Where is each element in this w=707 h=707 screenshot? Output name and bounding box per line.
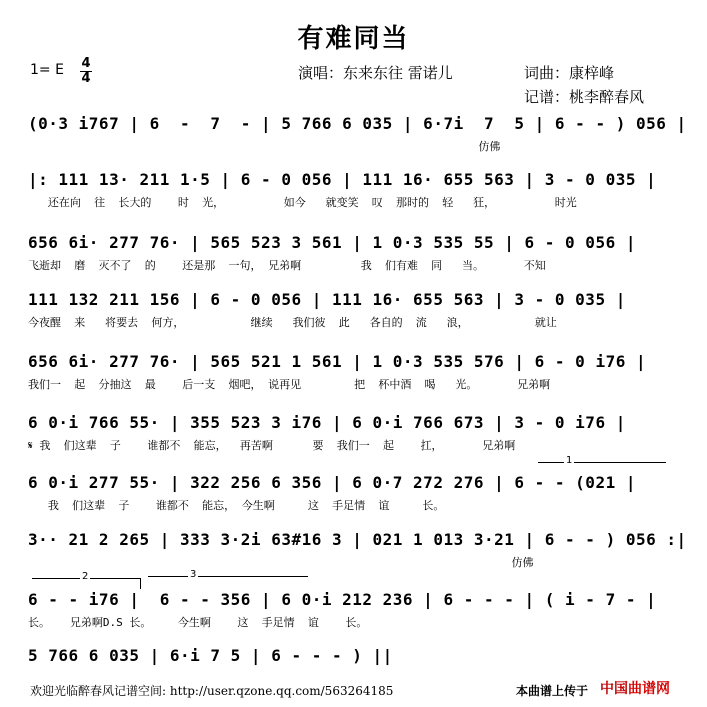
notes: 111 132 211 156 | 6 - 0 056 | 111 16· 655 563 | 3 - 0 035 | bbox=[28, 290, 626, 309]
score-line-4 bbox=[28, 290, 674, 336]
score-line-3 bbox=[28, 233, 674, 279]
page-title: 有难同当 bbox=[297, 24, 410, 54]
notes: 6 - - i76 | 6 - - 356 | 6 0·i 212 236 | 6 - - - | ( i - 7 - | bbox=[28, 590, 657, 609]
lyrics: 今夜醒 来 将要去 何方， 继续 我们彼 此 各自的 流 浪， 就让 bbox=[28, 316, 557, 329]
score-line-2 bbox=[28, 170, 674, 216]
lyrics: 还在向 往 长大的 时 光， 如今 就变笑 叹 那时的 轻 狂， 时光 bbox=[28, 196, 577, 209]
site-logo bbox=[600, 678, 700, 700]
composer-credit: 词曲：康梓峰 bbox=[524, 64, 615, 82]
score-line-10 bbox=[28, 646, 674, 670]
third-ending-number: 3 bbox=[190, 569, 197, 580]
time-signature bbox=[80, 58, 92, 85]
time-signature-top: 4 bbox=[81, 56, 91, 71]
logo-text-a: 中国 bbox=[600, 681, 628, 697]
notes: 3·· 21 2 265 | 333 3·2i 63#16 3 | 021 1 013 3·21 | 6 - - ) 056 :| bbox=[28, 530, 687, 549]
transcriber-credit: 记谱：桃李醉春风 bbox=[524, 88, 645, 106]
lyrics: 𝄋 我 们这辈 子 谁都不 能忘， 再苦啊 要 我们一 起 扛， 兄弟啊 bbox=[28, 439, 516, 452]
notes: 6 0·i 766 55· | 355 523 3 i76 | 6 0·i 766 673 | 3 - 0 i76 | bbox=[28, 413, 626, 432]
lyrics: 飞逝却 磨 灭不了 的 还是那 一句， 兄弟啊 我 们有难 同 当。 不知 bbox=[28, 259, 546, 272]
time-signature-bottom: 4 bbox=[81, 71, 91, 86]
second-ending-bracket bbox=[32, 571, 141, 589]
notes: |: 111 13· 211 1·5 | 6 - 0 056 | 111 16· 655 563 | 3 - 0 035 | bbox=[28, 170, 657, 189]
logo-text-b: 曲谱网 bbox=[628, 681, 670, 697]
lyrics: 长。 兄弟啊D.S 长。 今生啊 这 手足情 谊 长。 bbox=[28, 616, 368, 629]
second-ending-number: 2 bbox=[82, 571, 89, 582]
score-line-1 bbox=[28, 114, 687, 160]
score-line-9 bbox=[28, 590, 674, 636]
notes: 656 6i· 277 76· | 565 521 1 561 | 1 0·3 535 576 | 6 - 0 i76 | bbox=[28, 352, 647, 371]
lyrics: 仿佛 bbox=[28, 140, 501, 153]
notes: 656 6i· 277 76· | 565 523 3 561 | 1 0·3 535 55 | 6 - 0 056 | bbox=[28, 233, 636, 252]
score-line-5 bbox=[28, 352, 674, 398]
lyrics: 我们一 起 分抽这 最 后一支 烟吧， 说再见 把 杯中酒 喝 光。 兄弟啊 bbox=[28, 378, 551, 391]
notes: 6 0·i 277 55· | 322 256 6 356 | 6 0·7 272 276 | 6 - - (021 | bbox=[28, 473, 636, 492]
score-line-8 bbox=[28, 530, 687, 576]
first-ending-bracket bbox=[538, 455, 666, 473]
lyrics: 仿佛 bbox=[28, 556, 534, 569]
third-ending-bracket bbox=[148, 569, 308, 587]
blog-footer: 欢迎光临醉春风记谱空间: http://user.qzone.qq.com/563264185 bbox=[30, 684, 394, 698]
singer-credit: 演唱：东来东往 雷诺儿 bbox=[298, 64, 453, 82]
score-line-7 bbox=[28, 473, 674, 519]
notes: 5 766 6 035 | 6·i 7 5 | 6 - - - ) || bbox=[28, 646, 393, 665]
score-line-6 bbox=[28, 413, 674, 459]
first-ending-number: 1 bbox=[566, 455, 573, 466]
key-signature: 1= E bbox=[30, 62, 64, 78]
notes: (0·3 i767 | 6 - 7 - | 5 766 6 035 | 6·7i 7 5 | 6 - - ) 056 | bbox=[28, 114, 687, 133]
lyrics: 我 们这辈 子 谁都不 能忘， 今生啊 这 手足情 谊 长。 bbox=[28, 499, 445, 512]
upload-note: 本曲谱上传于 bbox=[516, 684, 589, 698]
